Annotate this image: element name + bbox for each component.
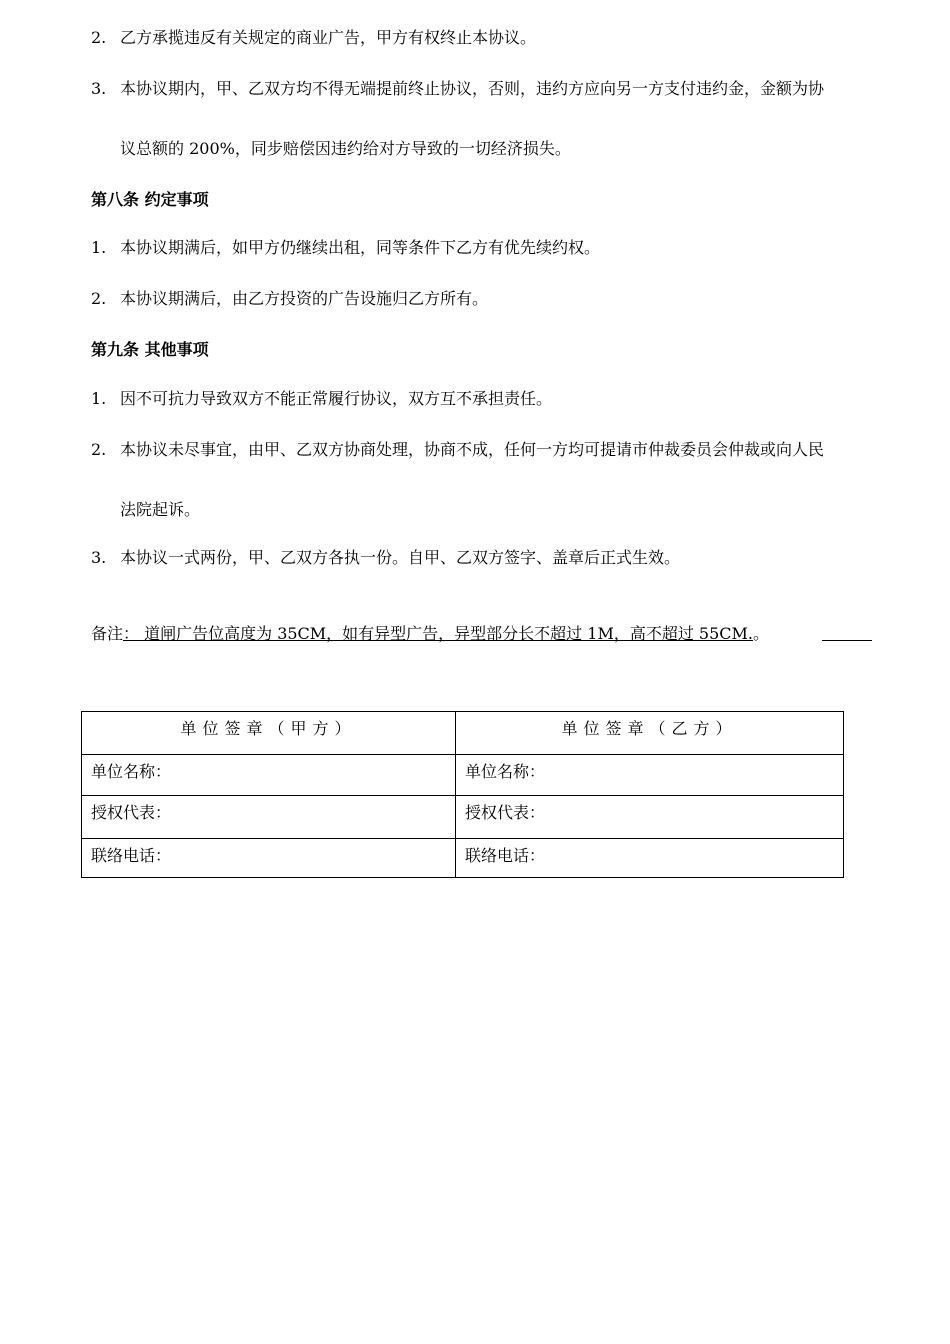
- party-a-representative: 授权代表：: [82, 796, 456, 839]
- clause-text: 本协议未尽事宜，由甲、乙双方协商处理，协商不成，任何一方均可提请市仲裁委员会仲裁或向人民: [120, 440, 825, 459]
- clause-text: 乙方承揽违反有关规定的商业广告，甲方有权终止本协议。: [120, 28, 537, 47]
- table-row: [82, 796, 844, 839]
- item-number: 1.: [91, 389, 107, 408]
- clause-9-heading: 第九条 其他事项: [91, 340, 209, 359]
- signature-table: [81, 711, 844, 878]
- party-b-unit-name: 单位名称：: [456, 755, 844, 796]
- note-end: 。: [752, 624, 769, 643]
- note-label: 备注: [91, 624, 124, 643]
- note-text: ： 道闸广告位高度为 35CM，如有异型广告，异型部分长不超过 1M，高不超过 55CM.: [123, 624, 753, 643]
- note: [91, 623, 769, 645]
- item-number: 1.: [91, 238, 107, 257]
- clause-text-continued: 议总额的 200%，同步赔偿因违约给对方导致的一切经济损失。: [120, 139, 571, 158]
- party-a-unit-name: 单位名称：: [82, 755, 456, 796]
- item-number: 2.: [91, 440, 107, 459]
- clause-text: 本协议一式两份，甲、乙双方各执一份。自甲、乙双方签字、盖章后正式生效。: [120, 548, 681, 567]
- clause-text: 因不可抗力导致双方不能正常履行协议，双方互不承担责任。: [120, 389, 553, 408]
- table-header-row: [82, 712, 844, 755]
- clause-8-heading: 第八条 约定事项: [91, 190, 209, 209]
- item-number: 3.: [91, 79, 107, 98]
- table-row: [82, 755, 844, 796]
- party-b-header: 单位签章（乙方）: [456, 712, 844, 755]
- item-number: 2.: [91, 28, 107, 47]
- item-number: 2.: [91, 289, 107, 308]
- party-b-representative: 授权代表：: [456, 796, 844, 839]
- table-row: [82, 839, 844, 878]
- clause-text: 本协议期内，甲、乙双方均不得无端提前终止协议，否则，违约方应向另一方支付违约金，金额为协: [120, 79, 825, 98]
- item-number: 3.: [91, 548, 107, 567]
- party-a-phone: 联络电话：: [82, 839, 456, 878]
- party-a-header: 单位签章（甲方）: [82, 712, 456, 755]
- clause-text-continued: 法院起诉。: [120, 500, 201, 519]
- clause-text: 本协议期满后，如甲方仍继续出租，同等条件下乙方有优先续约权。: [120, 238, 601, 257]
- note-blank-line: [822, 640, 872, 641]
- party-b-phone: 联络电话：: [456, 839, 844, 878]
- clause-text: 本协议期满后，由乙方投资的广告设施归乙方所有。: [120, 289, 489, 308]
